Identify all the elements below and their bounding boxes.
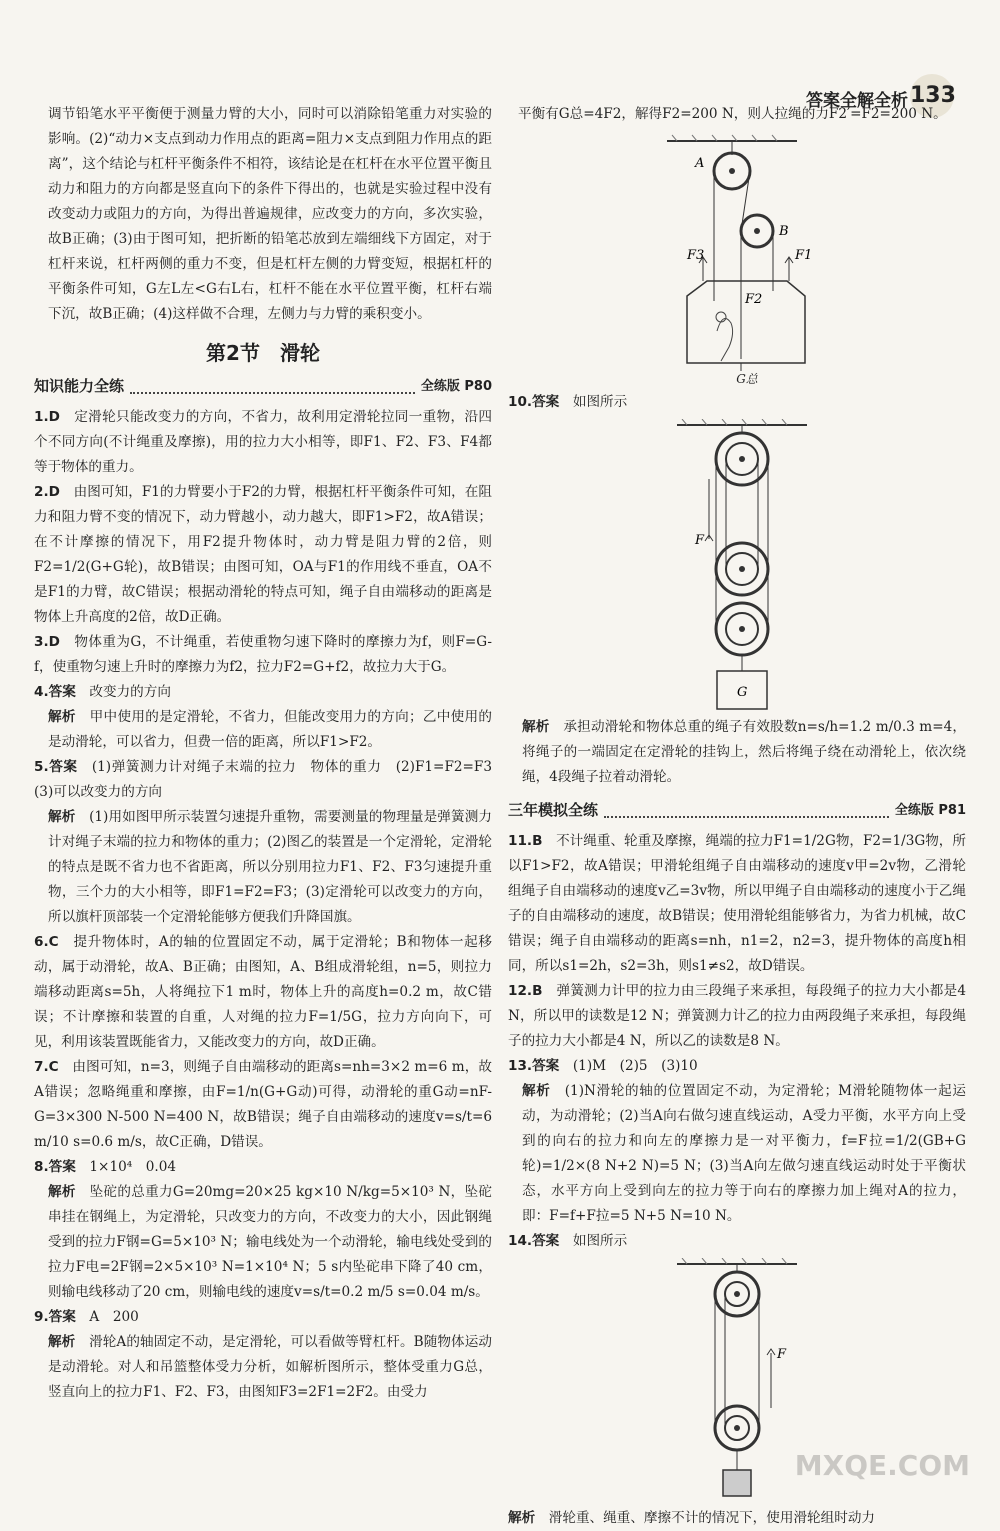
item-text: 提升物体时，A的轴的位置固定不动，属于定滑轮；B和物体一起移动，属于动滑轮，故A、B正确；由图知，A、B组成滑轮组，n=5，则拉力端移动距离s=5h，人将绳拉下1 m时，物体上升的高度h=0.2 m，故C错误；不计摩擦和装置的自重，人对绳的拉力F=1/5G，拉力方向向下，可见，利用该装置既能省力，又能改变力的方向，故D正确。 bbox=[34, 934, 492, 1050]
dotted-leader-2 bbox=[604, 816, 889, 818]
watermark: MXQE.COM bbox=[794, 1449, 970, 1482]
label-f1: F1 bbox=[795, 248, 813, 263]
section-title: 第2节 滑轮 bbox=[206, 341, 320, 365]
list-item bbox=[508, 1229, 966, 1254]
left-items bbox=[34, 405, 506, 1405]
item-number: 14.答案 bbox=[508, 1233, 560, 1249]
list-item bbox=[34, 630, 492, 680]
list-item bbox=[34, 755, 506, 805]
figure-14-pulley-diagram bbox=[657, 1258, 817, 1502]
item-text: 改变力的方向 bbox=[89, 684, 171, 700]
item-number: 9.答案 bbox=[34, 1309, 76, 1325]
item-10-jx-num: 解析 bbox=[522, 719, 550, 735]
item-number: 6.C bbox=[34, 934, 59, 950]
list-item bbox=[508, 979, 966, 1054]
item-text: (1)用如图甲所示装置匀速提升重物，需要测量的物理量是弹簧测力计对绳子末端的拉力和物体的重力；(2)图乙的装置是一个定滑轮，定滑轮的特点是既不省力也不省距离，所以分别用拉力F1、F2、F3匀速提升重物，三个力的大小相等，即F1=F2=F3；(3)定滑轮可以改变力的方向，所以旗杆顶部装一个定滑轮能够方便我们升降国旗。 bbox=[48, 809, 492, 925]
item-10-jx-text: 承担动滑轮和物体总重的绳子有效股数n=s/h=1.2 m/0.3 m=4，将绳子的一端固定在定滑轮的挂钩上，然后将绳子绕在动滑轮上，依次绕绳，4段绳子拉着动滑轮。 bbox=[522, 719, 967, 785]
item-text: 定滑轮只能改变力的方向，不省力，故利用定滑轮拉同一重物，沿四个不同方向(不计绳重及摩擦)，用的拉力大小相等，即F1、F2、F3、F4都等于物体的重力。 bbox=[34, 409, 493, 475]
list-item bbox=[34, 1305, 492, 1330]
list-item bbox=[508, 1054, 966, 1079]
item-text: 如图所示 bbox=[572, 1233, 628, 1249]
list-item bbox=[34, 680, 492, 705]
item-number: 7.C bbox=[34, 1059, 59, 1075]
item-10-num: 10.答案 bbox=[508, 394, 560, 410]
list-item bbox=[34, 705, 492, 755]
item-10-analysis bbox=[508, 715, 966, 790]
item-text: 甲中使用的是定滑轮，不省力，但能改变用力的方向；乙中使用的是动滑轮，可以省力，但费一倍的距离，所以F1>F2。 bbox=[48, 709, 493, 750]
item-number: 13.答案 bbox=[508, 1058, 560, 1074]
right-items bbox=[508, 829, 966, 1254]
item-text: 不计绳重、轮重及摩擦，绳端的拉力F1=1/2G物，F2=1/3G物，所以F1>F2，故A错误；甲滑轮组绳子自由端移动的速度v甲=2v物，乙滑轮组绳子自由端移动的速度v乙=3v物，所以甲绳子自由端移动的速度小于乙绳子的自由端移动的速度，故B错误；使用滑轮组能够省力，为省力机械，故C错误；绳子自由端移动的距离s=nh，n1=2，n2=3，提升物体的高度h相同，所以s1=2h，s2=3h，则s1≠s2，故D错误。 bbox=[508, 833, 967, 974]
list-item bbox=[508, 829, 966, 979]
item-text: 由图可知，n=3，则绳子自由端移动的距离s=nh=3×2 m=6 m，故A错误；忽略绳重和摩擦，由F=1/n(G+G动)可得，动滑轮的重G动=nF-G=3×300 N-500 N=400 N，故B错误；绳子自由端移动的速度v=s/t=6 m/10 s=0.6 m/s，故C正确，D错误。 bbox=[34, 1059, 493, 1150]
list-item bbox=[34, 1330, 492, 1405]
label-f: F bbox=[695, 533, 705, 548]
item-number: 解析 bbox=[522, 1083, 551, 1099]
item-number: 12.B bbox=[508, 983, 543, 999]
item-text: (1)弹簧测力计对绳子末端的拉力 物体的重力 (2)F1=F2=F3 (3)可以改变力的方向 bbox=[34, 759, 506, 800]
bottom-text: 滑轮重、绳重、摩擦不计的情况下，使用滑轮组时动力 bbox=[548, 1510, 876, 1526]
subsection-ref: 全练版 P80 bbox=[420, 379, 492, 394]
item-number: 2.D bbox=[34, 484, 60, 500]
list-item bbox=[34, 480, 492, 630]
list-item bbox=[34, 930, 492, 1055]
label-a: A bbox=[695, 156, 705, 171]
label-f3: F3 bbox=[687, 248, 705, 263]
item-text: (1)N滑轮的轴的位置固定不动，为定滑轮；M滑轮随物体一起运动，为动滑轮；(2)当A向右做匀速直线运动，A受力平衡，水平方向上受到的向右的拉力和向左的摩擦力是一对平衡力，f=F拉=1/2(GB+G轮)=1/2×(8 N+2 N)=5 N；(3)当A向左做匀速直线运动时处于平衡状态，水平方向上受到向左的拉力等于向右的摩擦力加上绳对A的拉力，即：F=f+F拉=5 N+5 N=10 N。 bbox=[522, 1083, 966, 1224]
item-text: 物体重为G，不计绳重，若使重物匀速下降时的摩擦力为f，则F=G-f，使重物匀速上升时的摩擦力为f2，拉力F2=G+f2，故拉力大于G。 bbox=[34, 634, 492, 675]
item-text: 滑轮A的轴固定不动，是定滑轮，可以看做等臂杠杆。B随物体运动是动滑轮。对人和吊篮整体受力分析，如解析图所示，整体受重力G总，竖直向上的拉力F1、F2、F3，由图知F3=2F1=2F2。由受力 bbox=[48, 1334, 493, 1400]
subsection-title-2: 三年模拟全练 bbox=[508, 801, 599, 819]
list-item bbox=[34, 1180, 492, 1305]
item-text: (1)M (2)5 (3)10 bbox=[572, 1058, 698, 1074]
item-number: 11.B bbox=[508, 833, 543, 849]
label-g: G bbox=[737, 685, 748, 700]
right-column bbox=[508, 102, 966, 1531]
item-number: 解析 bbox=[48, 1334, 76, 1350]
right-top-text: 平衡有G总=4F2，解得F2=200 N，则人拉绳的力F2′=F2=200 N。 bbox=[518, 106, 947, 122]
item-number: 4.答案 bbox=[34, 684, 76, 700]
item-number: 5.答案 bbox=[34, 759, 78, 775]
item-text: A 200 bbox=[89, 1309, 139, 1325]
subsection-header-2 bbox=[508, 798, 966, 823]
item-text: 弹簧测力计甲的拉力由三段绳子来承担，每段绳子的拉力大小都是4 N，所以甲的读数是12 N；弹簧测力计乙的拉力由两段绳子来承担，每段绳子的拉力大小都是4 N，所以乙的读数是8 N。 bbox=[508, 983, 967, 1049]
item-10 bbox=[508, 390, 966, 415]
item-number: 3.D bbox=[34, 634, 60, 650]
item-number: 1.D bbox=[34, 409, 60, 425]
item-number: 解析 bbox=[48, 709, 76, 725]
item-number: 解析 bbox=[48, 1184, 76, 1200]
header-title: 答案全解全析 bbox=[806, 91, 908, 111]
subsection-title: 知识能力全练 bbox=[34, 377, 125, 395]
list-item bbox=[508, 1079, 966, 1229]
left-column bbox=[34, 102, 506, 1405]
figure-10-pulley-diagram bbox=[637, 419, 837, 711]
label-b: B bbox=[779, 224, 789, 239]
bottom-analysis bbox=[508, 1506, 966, 1531]
item-text: 坠砣的总重力G=20mg=20×25 kg×10 N/kg=5×10³ N，坠砣串挂在钢绳上，为定滑轮，只改变力的方向，不改变力的大小，因此钢绳受到的拉力F钢=G=5×10³ N；输电线处为一个动滑轮，输电线处受到的拉力F电=2F钢=2×5×10³ N=1×10⁴ N；5 s内坠砣串下降了40 cm，则输电线移动了20 cm，则输电线的速度v=s/t=0.2 m/5 s=0.04 m/s。 bbox=[48, 1184, 493, 1300]
page-number: 133 bbox=[910, 74, 954, 118]
label-g-total: G总 bbox=[736, 372, 758, 386]
list-item bbox=[34, 805, 492, 930]
bottom-num: 解析 bbox=[508, 1510, 536, 1526]
list-item bbox=[34, 405, 492, 480]
subsection-ref-2: 全练版 P81 bbox=[894, 803, 966, 818]
item-10-text: 如图所示 bbox=[572, 394, 628, 410]
item-text: 由图可知，F1的力臂要小于F2的力臂，根据杠杆平衡条件可知，在阻力和阻力臂不变的情况下，动力臂越小，动力越大，即F1>F2，故A错误；在不计摩擦的情况下，用F2提升物体时，动力臂是阻力臂的2倍，则F2=1/2(G+G轮)，故B错误；由图可知，OA与F1的作用线不垂直，OA不是F1的力臂，故C错误；根据动滑轮的特点可知，绳子自由端移动的距离是物体上升高度的2倍，故D正确。 bbox=[34, 484, 492, 625]
intro-paragraph: 调节铅笔水平平衡便于测量力臂的大小，同时可以消除铅笔重力对实验的影响。(2)“动力×支点到动力作用点的距离=阻力×支点到阻力作用点的距离”，这个结论与杠杆平衡条件不相符，该结论是在杠杆在水平位置平衡且动力和阻力的方向都是竖直向下的条件下得出的，也就是实验过程中没有改变动力或阻力的方向，为得出普遍规律，应改变力的方向，多次实验，故B正确；(3)由于图可知，把折断的铅笔芯放到左端细线下方固定，对于杠杆来说，杠杆两侧的重力不变，但是杠杆左侧的力臂变短，根据杠杆的平衡条件可知，G左L左<G右L右，杠杆不能在水平位置平衡，杠杆右端下沉，故B正确；(4)这样做不合理，左侧力与力臂的乘积变小。 bbox=[48, 106, 492, 322]
list-item bbox=[34, 1155, 492, 1180]
item-number: 解析 bbox=[48, 809, 76, 825]
label-f2: F2 bbox=[745, 292, 763, 307]
item-number: 8.答案 bbox=[34, 1159, 76, 1175]
list-item bbox=[34, 1055, 492, 1155]
item-text: 1×10⁴ 0.04 bbox=[89, 1159, 177, 1175]
subsection-header bbox=[34, 374, 492, 399]
dotted-leader bbox=[130, 392, 415, 394]
label-f-14: F bbox=[777, 1347, 787, 1362]
figure-9-pulley-diagram bbox=[617, 131, 857, 371]
